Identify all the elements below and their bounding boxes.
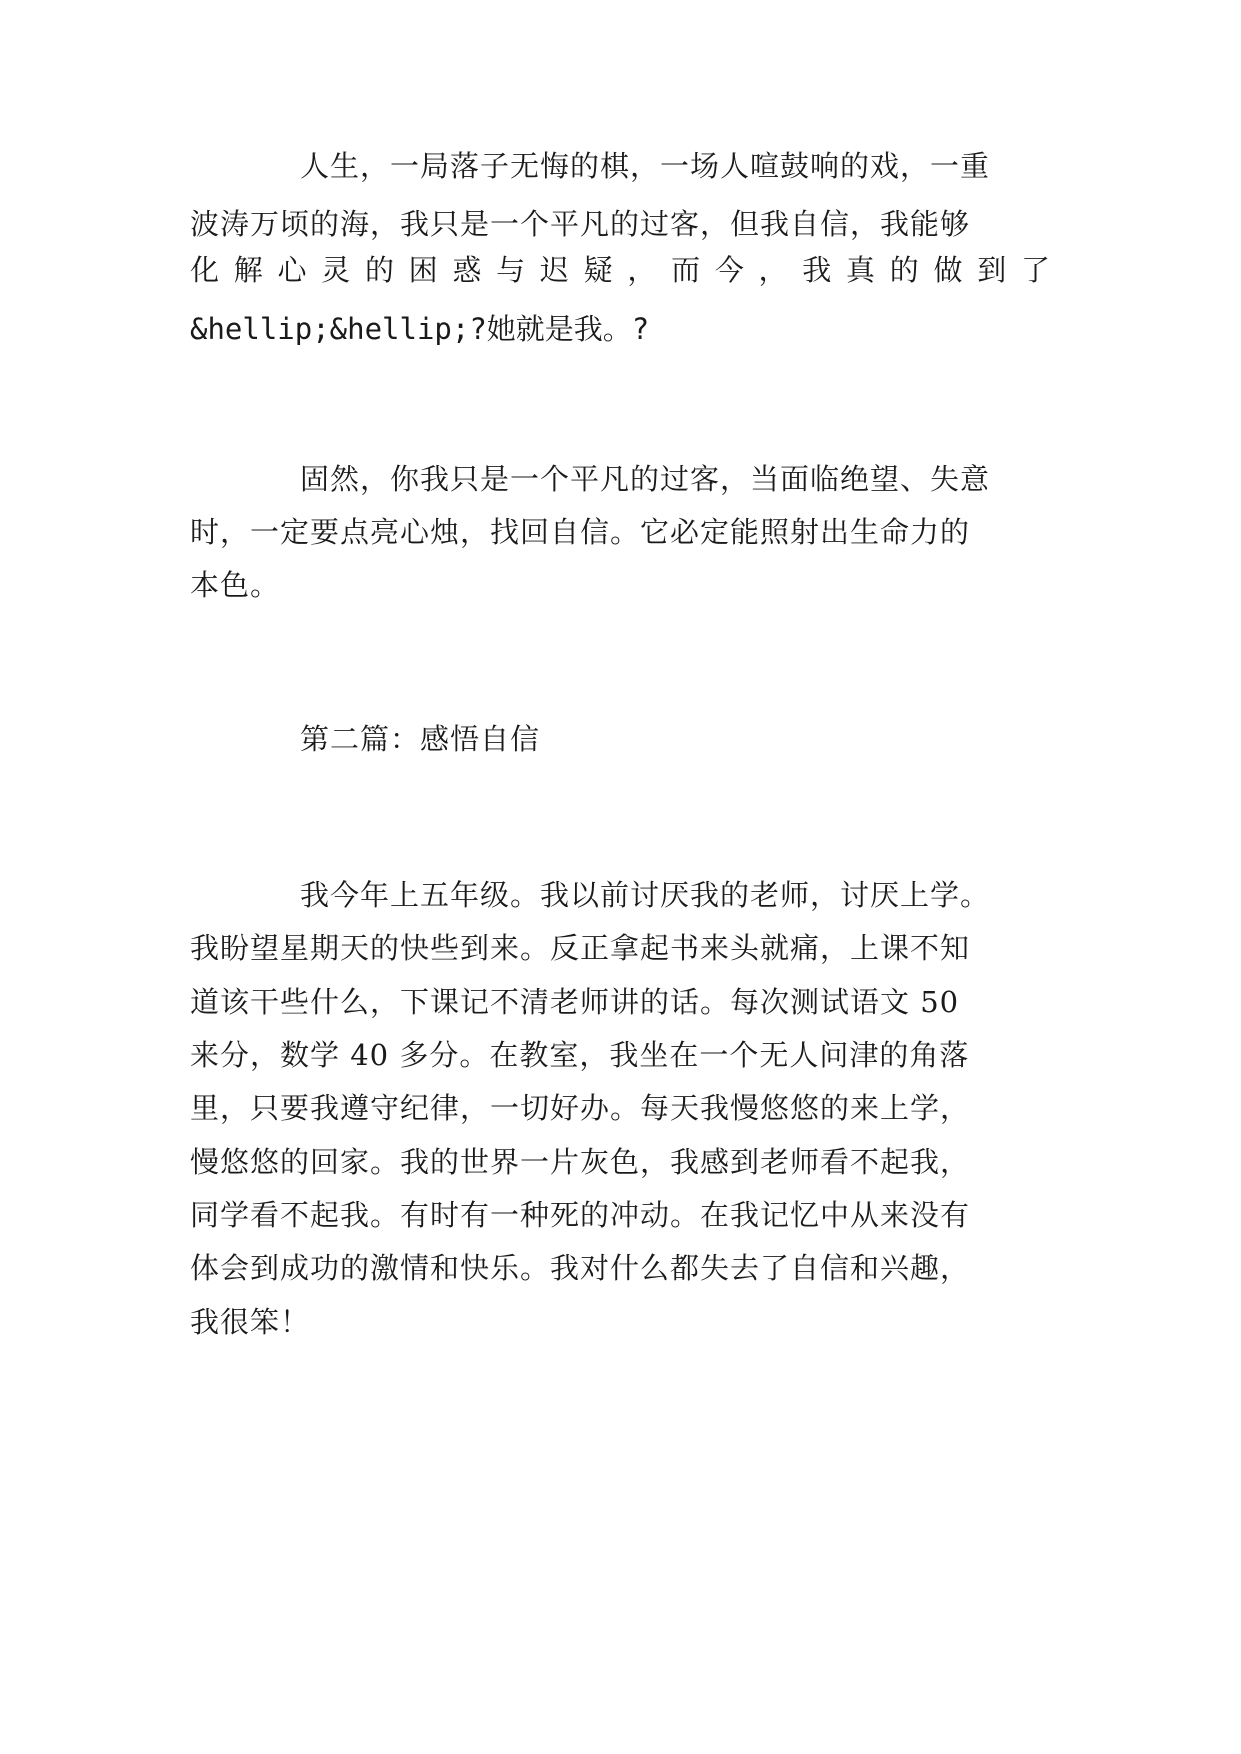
char: 灵 [321,253,351,287]
char: 真 [846,253,876,287]
para3-line-2: 我盼望星期天的快些到来。反正拿起书来头就痛，上课不知 [190,931,971,965]
para2-line-1: 固然，你我只是一个平凡的过客，当面临绝望、失意 [300,462,991,496]
char: 疑 [583,253,613,287]
char: 与 [496,253,526,287]
char: 化 [190,253,220,287]
para2-line-3: 本色。 [190,568,281,602]
para1-line-1: 人生，一局落子无悔的棋，一场人喧鼓响的戏，一重 [300,149,991,183]
para1-line-3 [190,241,1050,299]
para2-line-2: 时，一定要点亮心烛，找回自信。它必定能照射出生命力的 [190,515,971,549]
para3-line-1: 我今年上五年级。我以前讨厌我的老师，讨厌上学。 [300,878,991,912]
para3-line-3: 道该干些什么，下课记不清老师讲的话。每次测试语文 50 [190,985,960,1019]
para3-line-5: 里，只要我遵守纪律，一切好办。每天我慢悠悠的来上学， [190,1091,971,1125]
char: 了 [1020,253,1050,287]
char: 迟 [539,253,569,287]
char: 惑 [452,253,482,287]
char: 心 [277,253,307,287]
para3-line-8: 体会到成功的激情和快乐。我对什么都失去了自信和兴趣， [190,1251,971,1285]
para3-line-7: 同学看不起我。有时有一种死的冲动。在我记忆中从来没有 [190,1198,971,1232]
char: 做 [933,253,963,287]
char: ， [758,253,788,287]
para3-line-9: 我很笨！ [190,1305,311,1339]
para1-line-4: &hellip;&hellip;?她就是我。? [190,312,650,346]
char: 今 [714,253,744,287]
char: 而 [671,253,701,287]
char: 我 [802,253,832,287]
char: 的 [889,253,919,287]
char: 困 [408,253,438,287]
para1-line-2: 波涛万顷的海，我只是一个平凡的过客，但我自信，我能够 [190,207,971,241]
char: ， [627,253,657,287]
para3-line-6: 慢悠悠的回家。我的世界一片灰色，我感到老师看不起我， [190,1145,971,1179]
char: 解 [233,253,263,287]
para3-line-4: 来分，数学 40 多分。在教室，我坐在一个无人问津的角落 [190,1038,970,1072]
section-heading: 第二篇：感悟自信 [300,722,541,756]
char: 的 [364,253,394,287]
char: 到 [977,253,1007,287]
